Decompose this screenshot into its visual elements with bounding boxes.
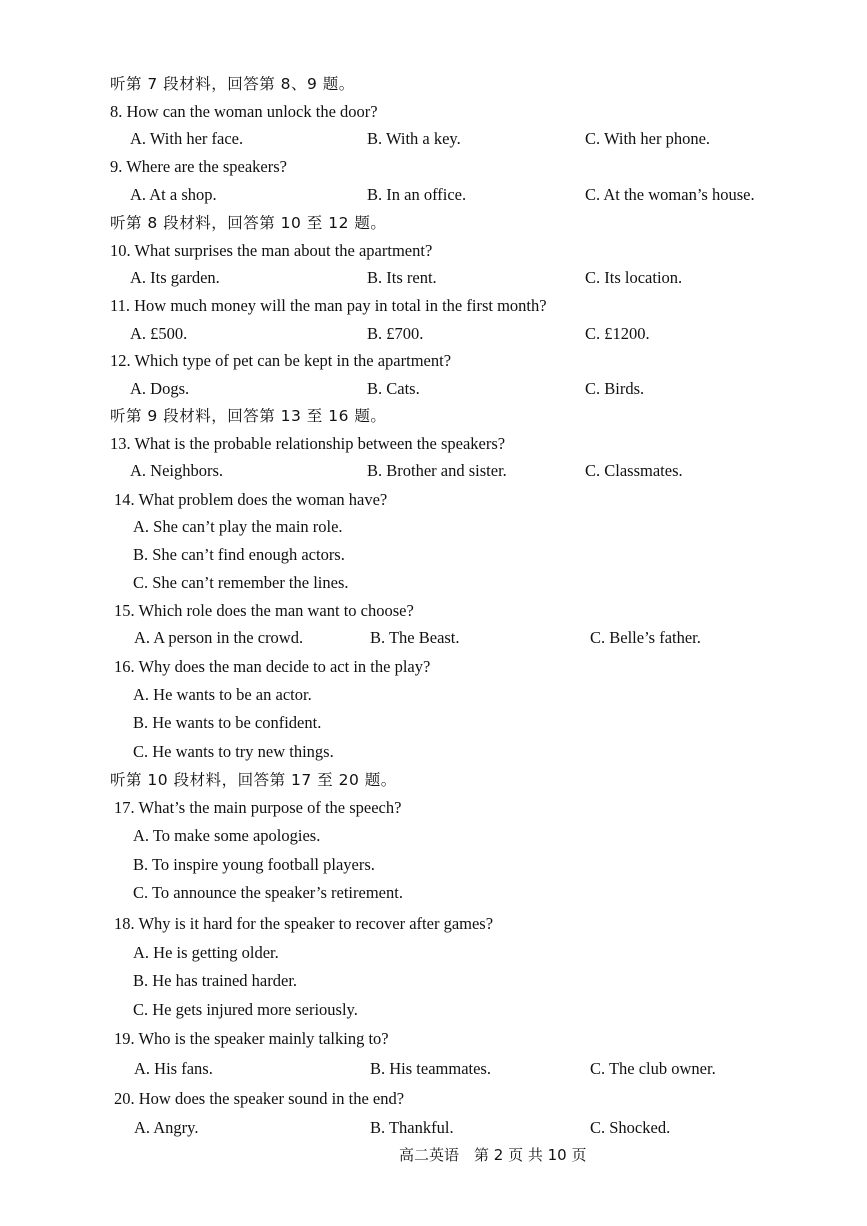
answer-option-text: C. She can’t remember the lines. — [133, 573, 349, 592]
answer-option-line — [0, 939, 867, 967]
option-b: B. Its rent. — [367, 268, 437, 287]
question-text: 13. What is the probable relationship between the speakers? — [110, 434, 506, 453]
question-stem — [0, 1085, 867, 1113]
answer-option-line — [0, 851, 867, 879]
option-b: B. In an office. — [367, 185, 467, 204]
answer-options — [0, 181, 867, 209]
section-heading — [0, 209, 867, 237]
question-text: 14. What problem does the woman have? — [114, 490, 388, 509]
question-text: 12. Which type of pet can be kept in the apartment? — [110, 351, 452, 370]
option-b: B. £700. — [367, 324, 424, 343]
answer-option-text: A. To make some apologies. — [133, 826, 321, 845]
answer-option-text: C. To announce the speaker’s retirement. — [133, 883, 403, 902]
section-heading-text: 听第 8 段材料，回答第 10 至 12 题。 — [110, 214, 387, 232]
question-text: 19. Who is the speaker mainly talking to? — [114, 1029, 389, 1048]
question-stem — [0, 910, 867, 938]
option-a: A. Dogs. — [130, 379, 190, 398]
question-stem — [0, 292, 867, 320]
answer-option-line — [0, 879, 867, 907]
question-text: 20. How does the speaker sound in the end? — [114, 1089, 405, 1108]
option-b: B. Cats. — [367, 379, 420, 398]
section-heading — [0, 402, 867, 430]
option-b: B. With a key. — [367, 129, 461, 148]
answer-option-text: B. To inspire young football players. — [133, 855, 375, 874]
answer-option-text: A. He wants to be an actor. — [133, 685, 312, 704]
option-c: C. Shocked. — [590, 1118, 671, 1137]
option-a: A. A person in the crowd. — [134, 628, 304, 647]
question-stem — [0, 237, 867, 265]
question-text: 11. How much money will the man pay in total in the first month? — [110, 296, 547, 315]
answer-option-text: A. She can’t play the main role. — [133, 517, 343, 536]
option-b: B. Brother and sister. — [367, 461, 507, 480]
option-c: C. Classmates. — [585, 461, 683, 480]
section-heading-text: 听第 7 段材料，回答第 8、9 题。 — [110, 75, 355, 93]
question-stem — [0, 153, 867, 181]
question-text: 18. Why is it hard for the speaker to recover after games? — [114, 914, 494, 933]
answer-option-line — [0, 681, 867, 709]
answer-option-line — [0, 996, 867, 1024]
answer-options — [0, 624, 867, 652]
option-b: B. The Beast. — [370, 628, 460, 647]
option-c: C. £1200. — [585, 324, 650, 343]
answer-option-line — [0, 541, 867, 569]
question-stem — [0, 1025, 867, 1053]
answer-option-line — [0, 822, 867, 850]
option-b: B. His teammates. — [370, 1059, 491, 1078]
answer-option-line — [0, 967, 867, 995]
answer-option-line — [0, 513, 867, 541]
answer-option-text: C. He gets injured more seriously. — [133, 1000, 358, 1019]
option-c: C. With her phone. — [585, 129, 711, 148]
question-stem — [0, 597, 867, 625]
section-heading-text: 听第 9 段材料，回答第 13 至 16 题。 — [110, 407, 387, 425]
option-a: A. Angry. — [134, 1118, 199, 1137]
question-text: 15. Which role does the man want to choose? — [114, 601, 414, 620]
question-stem — [0, 98, 867, 126]
answer-option-text: B. He has trained harder. — [133, 971, 298, 990]
question-text: 9. Where are the speakers? — [110, 157, 287, 176]
option-c: C. Birds. — [585, 379, 645, 398]
answer-options — [0, 1114, 867, 1142]
answer-options — [0, 320, 867, 348]
answer-option-line — [0, 738, 867, 766]
section-heading — [0, 70, 867, 98]
question-stem — [0, 430, 867, 458]
question-stem — [0, 486, 867, 514]
question-text: 17. What’s the main purpose of the speech? — [114, 798, 402, 817]
answer-options — [0, 1055, 867, 1083]
answer-options — [0, 457, 867, 485]
option-c: C. Its location. — [585, 268, 683, 287]
option-a: A. Its garden. — [130, 268, 220, 287]
answer-options — [0, 125, 867, 153]
answer-option-text: B. She can’t find enough actors. — [133, 545, 345, 564]
option-a: A. £500. — [130, 324, 188, 343]
option-a: A. His fans. — [134, 1059, 213, 1078]
question-text: 10. What surprises the man about the apartment? — [110, 241, 433, 260]
option-b: B. Thankful. — [370, 1118, 454, 1137]
option-a: A. With her face. — [130, 129, 244, 148]
option-c: C. Belle’s father. — [590, 628, 701, 647]
option-c: C. The club owner. — [590, 1059, 716, 1078]
answer-option-line — [0, 709, 867, 737]
question-stem — [0, 653, 867, 681]
question-text: 16. Why does the man decide to act in the play? — [114, 657, 431, 676]
section-heading — [0, 766, 867, 794]
option-c: C. At the woman’s house. — [585, 185, 755, 204]
question-stem — [0, 794, 867, 822]
question-stem — [0, 347, 867, 375]
page-number-text: 高二英语 第 2 页 共 10 页 — [399, 1146, 587, 1164]
answer-option-text: B. He wants to be confident. — [133, 713, 322, 732]
page-footer — [0, 1141, 867, 1169]
option-a: A. Neighbors. — [130, 461, 224, 480]
answer-option-text: A. He is getting older. — [133, 943, 279, 962]
answer-options — [0, 264, 867, 292]
question-text: 8. How can the woman unlock the door? — [110, 102, 378, 121]
answer-option-line — [0, 569, 867, 597]
option-a: A. At a shop. — [130, 185, 217, 204]
answer-option-text: C. He wants to try new things. — [133, 742, 334, 761]
section-heading-text: 听第 10 段材料，回答第 17 至 20 题。 — [110, 771, 397, 789]
answer-options — [0, 375, 867, 403]
